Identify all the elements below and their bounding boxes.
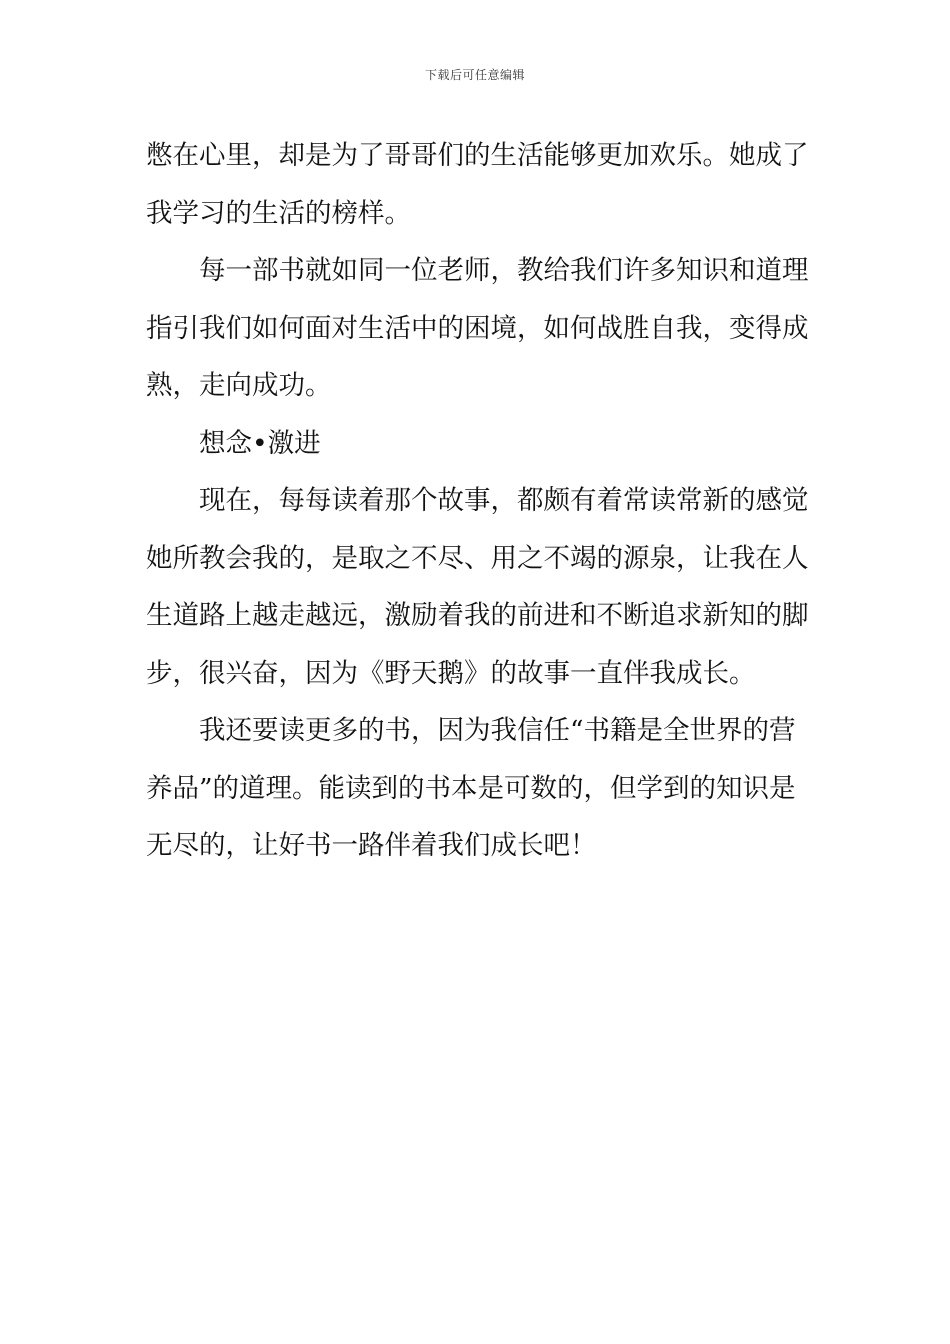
- text-line: 憋在心里，却是为了哥哥们的生活能够更加欢乐。她成了: [146, 140, 809, 171]
- text-line: 她所教会我的，是取之不尽、用之不竭的源泉，让我在人: [146, 542, 809, 574]
- text-line: 我学习的生活的榜样。: [146, 197, 411, 229]
- text-line: 无尽的，让好书一路伴着我们成长吧！: [146, 830, 597, 861]
- header-note: 下载后可任意编辑: [424, 68, 525, 82]
- paragraph-start-line: 我还要读更多的书，因为我信任“书籍是全世界的营: [199, 715, 796, 746]
- document-body: [146, 127, 808, 875]
- text-line: 熟，走向成功。: [146, 370, 332, 401]
- text-line: 养品”的道理。能读到的书本是可数的，但学到的知识是: [146, 772, 796, 804]
- text-line: 步，很兴奋，因为《野天鹅》的故事一直伴我成长。: [146, 657, 756, 689]
- text-line: 生道路上越走越远，激励着我的前进和不断追求新知的脚: [146, 600, 809, 631]
- text-line: 指引我们如何面对生活中的困境，如何战胜自我，变得成: [146, 312, 809, 344]
- paragraph-start-line: 现在，每每读着那个故事，都颇有着常读常新的感觉: [199, 485, 809, 516]
- section-heading: 想念•激进: [199, 427, 321, 459]
- paragraph-start-line: 每一部书就如同一位老师，教给我们许多知识和道理: [199, 255, 809, 286]
